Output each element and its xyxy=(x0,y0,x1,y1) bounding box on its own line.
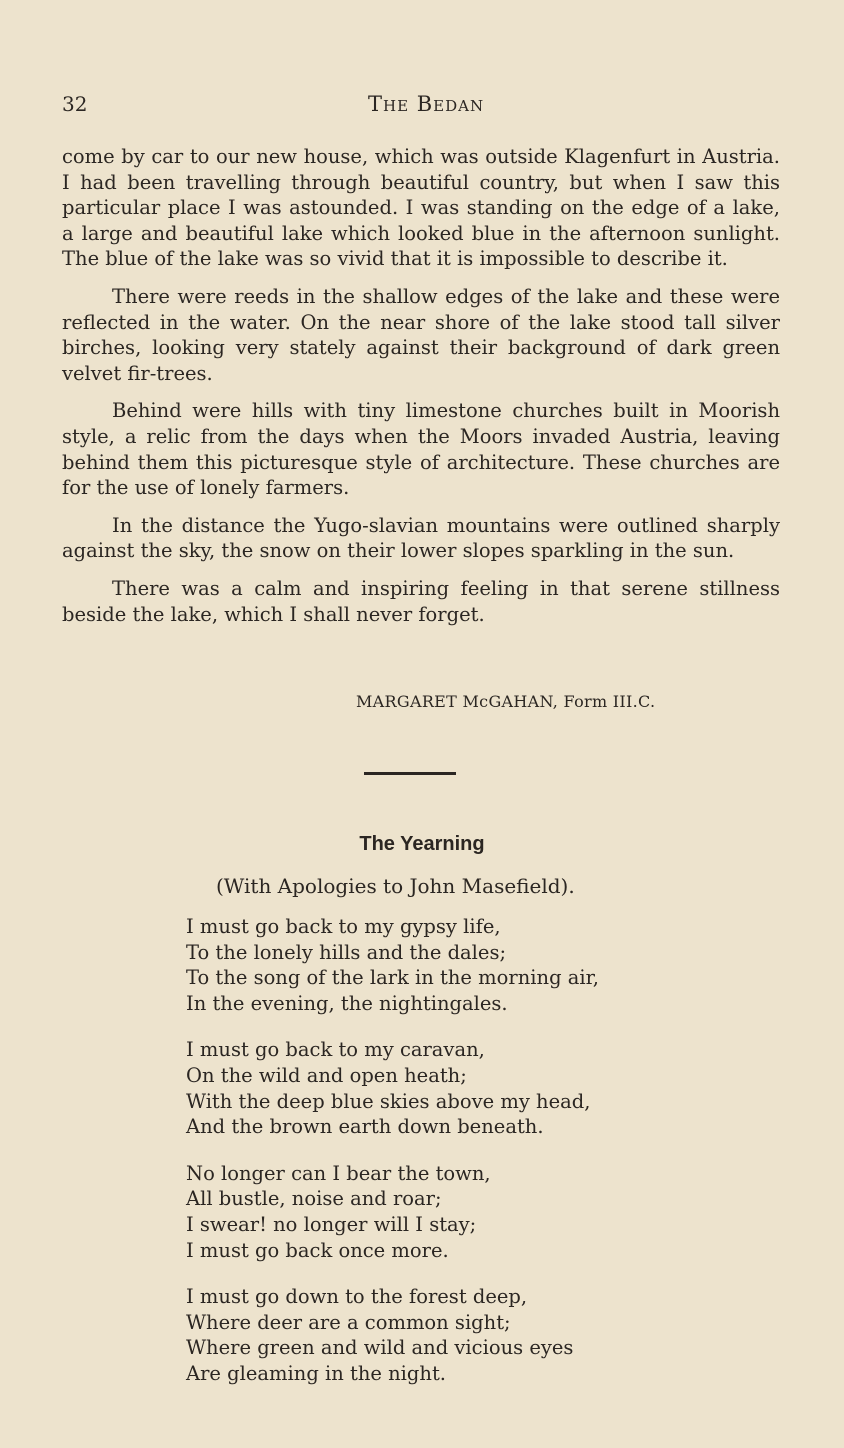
essay-paragraph: Behind were hills with tiny limestone churches built in Moorish style, a relic from the days when the Moors invaded Austria, leaving behind them this picturesque style of architecture. These churches are for the use of lonely farmers. xyxy=(62,399,780,500)
author-signature: MARGARET McGAHAN, Form III.C. xyxy=(356,692,656,711)
poem-line: Where green and wild and vicious eyes xyxy=(186,1336,574,1360)
poem-line: And the brown earth down beneath. xyxy=(186,1115,544,1139)
poem-line: With the deep blue skies above my head, xyxy=(186,1089,591,1113)
poem-line: I must go back to my gypsy life, xyxy=(186,915,501,938)
poem-stanza xyxy=(186,914,746,1016)
poem-line: I must go back to my caravan, xyxy=(186,1038,485,1062)
essay-paragraph: There was a calm and inspiring feeling in that serene stillness beside the lake, which I shall never forget. xyxy=(62,576,780,626)
poem-line: Are gleaming in the night. xyxy=(186,1361,446,1385)
essay-text xyxy=(62,144,780,639)
page-header xyxy=(62,92,782,122)
poem-line: No longer can I bear the town, xyxy=(186,1161,491,1185)
poem-title: The Yearning xyxy=(359,833,485,855)
poem-line: Where deer are a common sight; xyxy=(186,1310,511,1334)
poem-stanza xyxy=(186,1037,746,1139)
poem-line: In the evening, the nightingales. xyxy=(186,991,508,1015)
poem-subtitle: (With Apologies to John Masefield). xyxy=(216,874,575,898)
poem-line: All bustle, noise and roar; xyxy=(186,1187,442,1211)
poem-line: I must go down to the forest deep, xyxy=(186,1285,528,1309)
page-number: 32 xyxy=(62,92,88,116)
essay-paragraph: There were reeds in the shallow edges of the lake and these were reflected in the water. On the near shore of the lake stood tall silver birches, looking very stately against their background of dark green velvet fir-trees. xyxy=(62,284,780,385)
poem-stanza xyxy=(186,1161,746,1263)
poem-stanza xyxy=(186,1284,746,1386)
poem-line: On the wild and open heath; xyxy=(186,1063,467,1087)
poem-line: To the lonely hills and the dales; xyxy=(186,940,507,964)
poem-line: To the song of the lark in the morning air, xyxy=(186,966,599,990)
essay-paragraph: come by car to our new house, which was outside Klagenfurt in Austria. I had been travelling through beautiful country, but when I saw this particular place I was astounded. I was standing on the edge of a lake, a large and beautiful lake which looked blue in the afternoon sunlight. The blue of the lake was so vivid that it is impossible to describe it. xyxy=(62,145,780,271)
poem-line: I swear! no longer will I stay; xyxy=(186,1212,477,1236)
poem-line: I must go back once more. xyxy=(186,1238,449,1262)
section-divider xyxy=(364,772,456,775)
essay-paragraph: In the distance the Yugo-slavian mountains were outlined sharply against the sky, the snow on their lower slopes sparkling in the sun. xyxy=(62,513,780,563)
running-title: The Bedan xyxy=(368,92,485,116)
poem-body xyxy=(186,914,746,1408)
